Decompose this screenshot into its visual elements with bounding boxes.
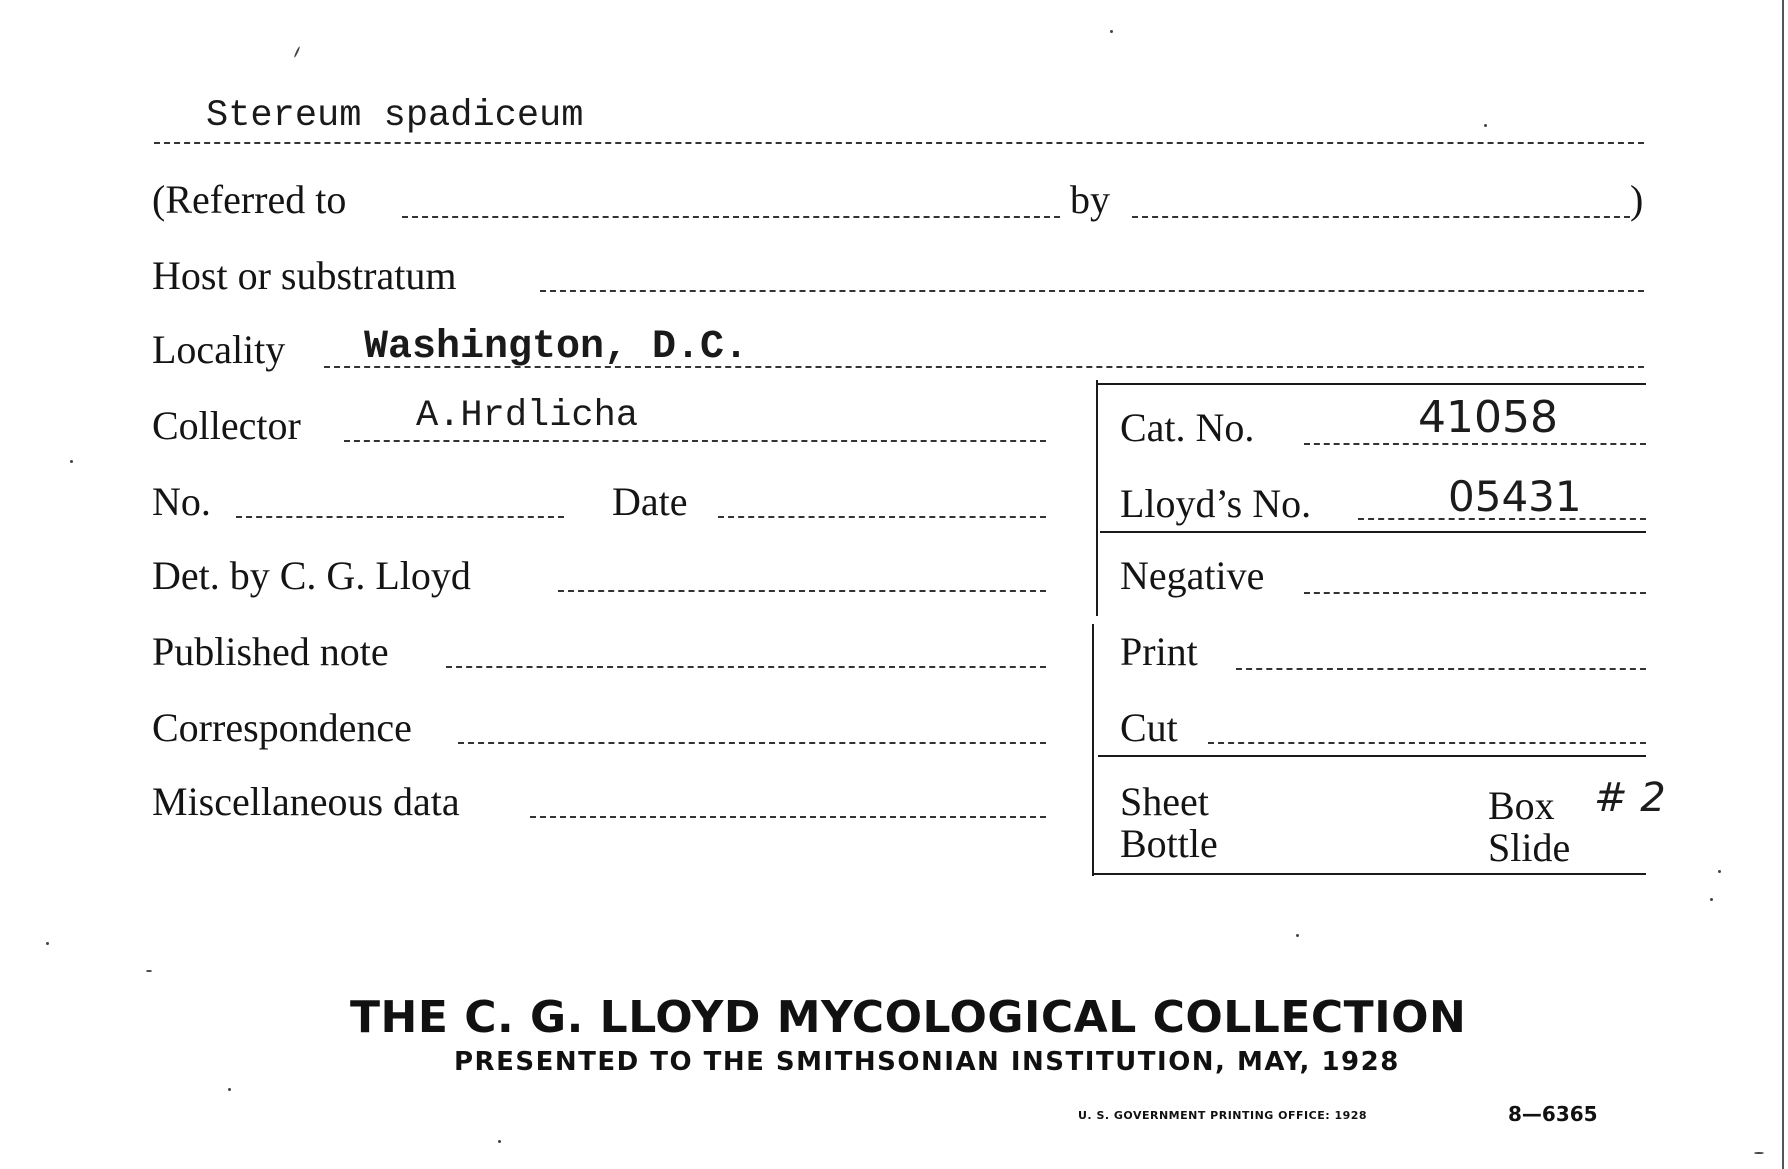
collection-subtitle: PRESENTED TO THE SMITHSONIAN INSTITUTION, MAY, 1928 xyxy=(454,1047,1400,1077)
collection-title: THE C. G. LLOYD MYCOLOGICAL COLLECTION xyxy=(350,992,1467,1043)
right-box-rule-2 xyxy=(1100,531,1646,533)
right-box-divider-bottom xyxy=(1092,624,1094,876)
by-line xyxy=(1132,216,1630,218)
right-box-divider-top xyxy=(1096,380,1098,616)
bottle-label: Bottle xyxy=(1120,821,1218,866)
referred-to-line xyxy=(402,216,1060,218)
scan-speck xyxy=(498,1140,501,1143)
taxon-name: Stereum spadiceum xyxy=(206,95,584,137)
sheet-label: Sheet xyxy=(1120,779,1209,824)
no-label: No. xyxy=(152,479,211,524)
scan-speck xyxy=(1710,898,1713,901)
taxon-line xyxy=(154,142,1644,144)
referred-to-label: (Referred to xyxy=(152,177,347,222)
scan-speck xyxy=(1110,30,1113,33)
form-number: 8—6365 xyxy=(1508,1102,1598,1126)
scan-speck xyxy=(1754,1152,1764,1154)
slide-label: Slide xyxy=(1488,825,1571,870)
scan-speck xyxy=(1484,124,1487,127)
det-by-label: Det. by C. G. Lloyd xyxy=(152,553,471,598)
host-line xyxy=(540,290,1644,292)
box-label: Box xyxy=(1488,783,1555,828)
lloyds-no-label: Lloyd’s No. xyxy=(1120,481,1312,526)
locality-value: Washington, D.C. xyxy=(364,325,749,370)
print-label: Print xyxy=(1120,629,1198,674)
box-number-value: # 2 xyxy=(1594,775,1666,821)
misc-data-label: Miscellaneous data xyxy=(152,779,460,824)
scan-speck xyxy=(1296,934,1299,937)
scan-speck xyxy=(294,46,301,58)
scan-speck xyxy=(46,942,49,945)
print-line xyxy=(1236,668,1646,670)
published-note-line xyxy=(446,666,1046,668)
host-label: Host or substratum xyxy=(152,253,457,298)
collector-label: Collector xyxy=(152,403,301,448)
scan-speck xyxy=(1718,870,1721,873)
lloyds-no-value: 05431 xyxy=(1448,472,1582,521)
by-label: by xyxy=(1070,177,1110,222)
right-box-top-rule xyxy=(1098,383,1646,385)
collector-value: A.Hrdlicha xyxy=(416,395,639,437)
locality-label: Locality xyxy=(152,327,286,372)
collector-line xyxy=(344,440,1046,442)
negative-line xyxy=(1304,592,1646,594)
scan-speck xyxy=(228,1088,231,1091)
cat-no-line xyxy=(1304,443,1646,445)
det-by-line xyxy=(558,590,1046,592)
misc-data-line xyxy=(530,816,1046,818)
cat-no-label: Cat. No. xyxy=(1120,405,1255,450)
scan-speck xyxy=(70,460,73,463)
right-box-bottom-rule xyxy=(1094,873,1646,875)
scan-speck xyxy=(146,970,152,972)
correspondence-line xyxy=(458,742,1046,744)
date-label: Date xyxy=(612,479,688,524)
no-line xyxy=(236,516,564,518)
right-edge-mark xyxy=(1782,0,1784,1169)
gpo-imprint: U. S. GOVERNMENT PRINTING OFFICE: 1928 xyxy=(1078,1109,1368,1122)
date-line xyxy=(718,516,1046,518)
correspondence-label: Correspondence xyxy=(152,705,412,750)
right-box-rule-3 xyxy=(1098,755,1646,757)
cut-label: Cut xyxy=(1120,705,1178,750)
cat-no-value: 41058 xyxy=(1418,392,1558,443)
cut-line xyxy=(1208,742,1646,744)
published-note-label: Published note xyxy=(152,629,389,674)
close-paren: ) xyxy=(1630,177,1644,222)
negative-label: Negative xyxy=(1120,553,1265,598)
